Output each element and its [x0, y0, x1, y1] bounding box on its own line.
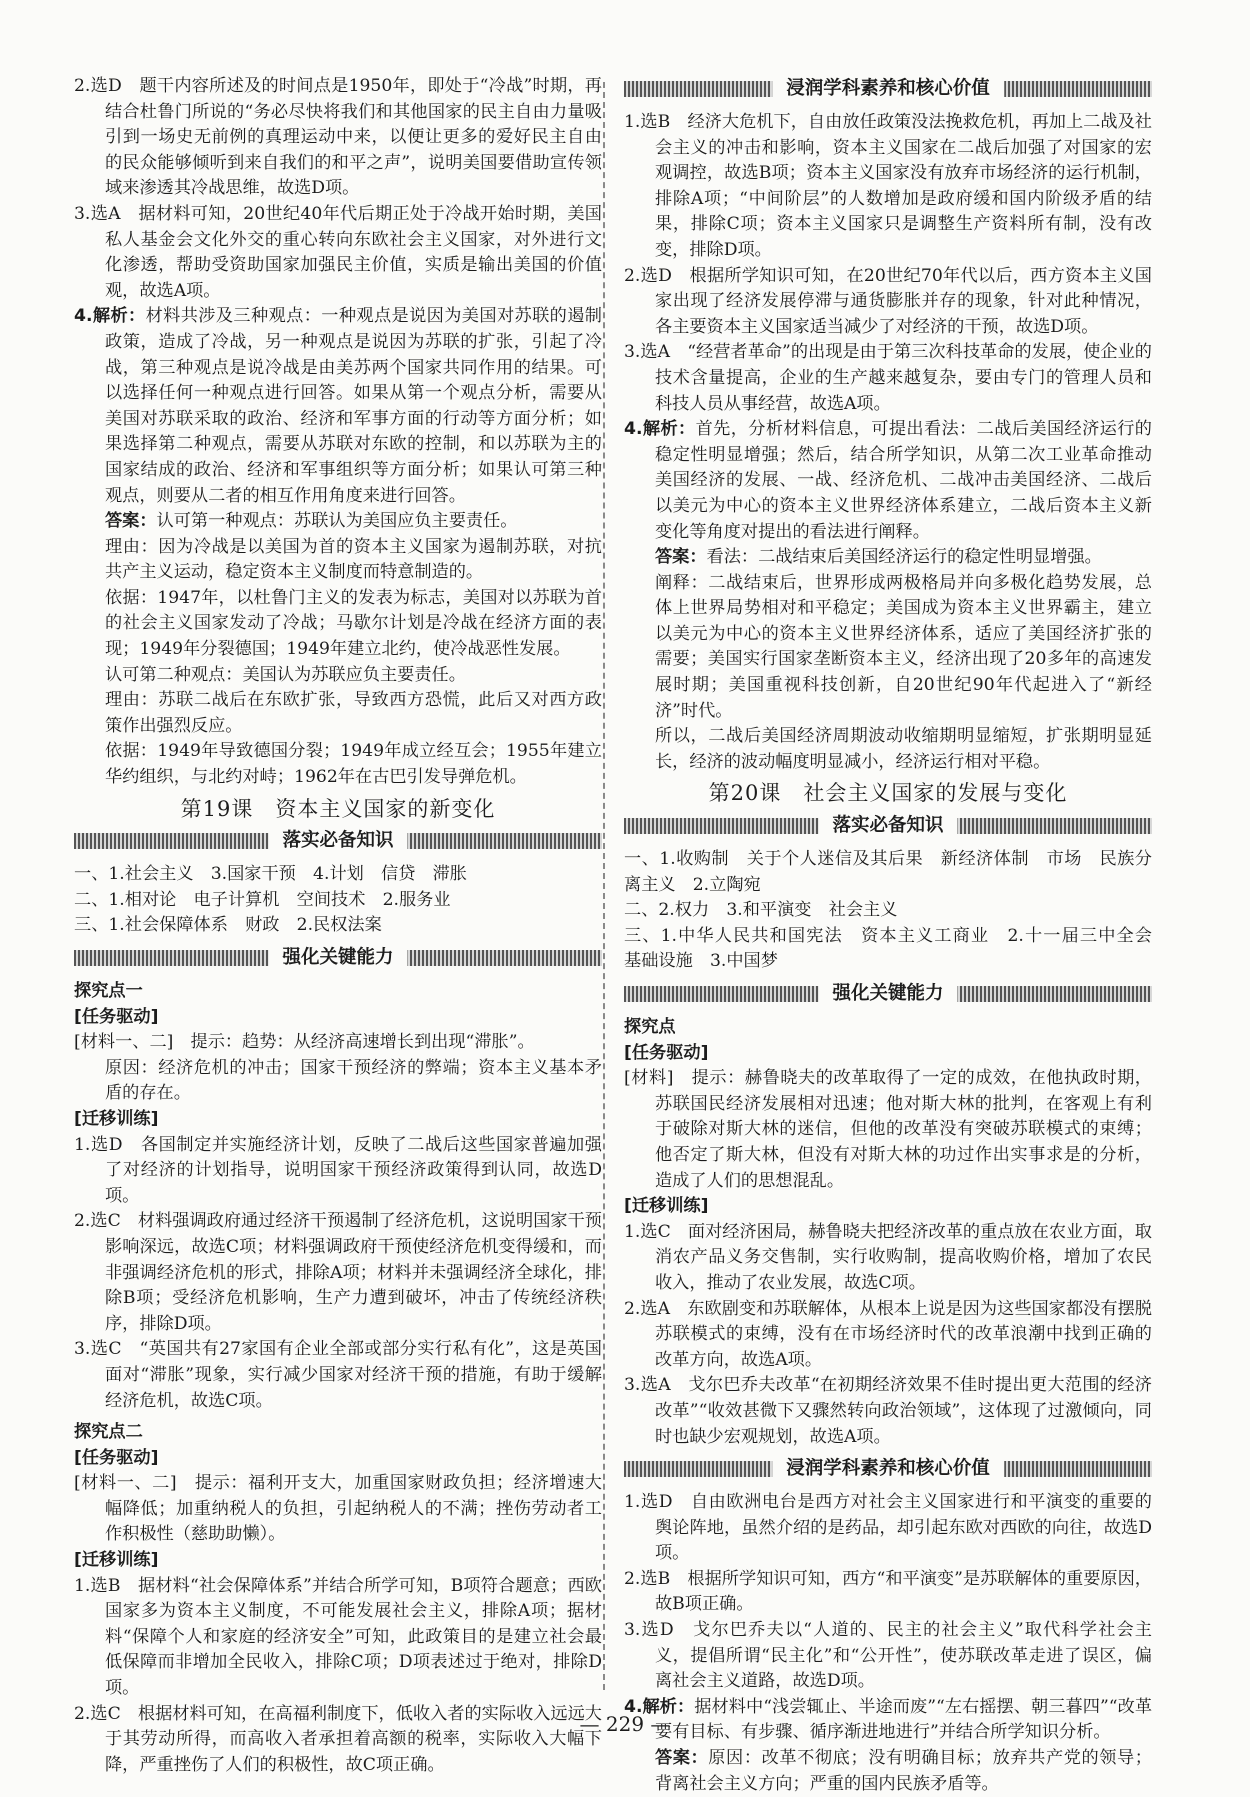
- banner-label: 浸润学科素养和核心价值: [772, 1454, 1004, 1484]
- section-banner-knowledge: [74, 826, 602, 856]
- values-q1: 1.选B 经济大危机下，自由放任政策没法挽救危机，再加上二战及社会主义的冲击和影响，资本主义国家在二战后加强了对国家的宏观调控，故选B项；资本主义国家没有放弃市场经济的运行机制，排除A项；“中间阶层”的人数增加是政府缓和国内阶级矛盾的结果，排除C项；资本主义国家只是调整生产资料所有制，没有改变，排除D项。: [624, 112, 1152, 260]
- transfer-training-label: [迁移训练]: [74, 1550, 159, 1571]
- task-drive-reason: 原因：经济危机的冲击；国家干预经济的弊端；资本主义基本矛盾的存在。: [104, 1057, 602, 1104]
- answer-4-answer: [74, 509, 602, 535]
- values2-q3: 3.选D 戈尔巴乔夫以“人道的、民主的社会主义”取代科学社会主义，提倡所谓“民主化”和“公开性”，使苏联改革走进了误区，偏离社会主义道路，故选D项。: [624, 1620, 1152, 1692]
- banner-label: 落实必备知识: [818, 811, 957, 841]
- knowledge-line-1: 一、1.社会主义 3.国家干预 4.计划 信贷 滞胀: [74, 864, 467, 885]
- values2-q4-answer: [624, 1746, 1152, 1797]
- answer-text: 看法：二战结束后美国经济运行的稳定性明显增强。: [706, 547, 1102, 568]
- transfer-q2-b: 2.选C 根据材料可知，在高福利制度下，低收入者的实际收入远远大于其劳动所得，而高收入者承担着高额的税率，实际收入大幅下降，严重挫伤了人们的积极性，故C项正确。: [74, 1703, 602, 1775]
- task-drive-hint: [材料] 提示：赫鲁晓夫的改革取得了一定的成效，在他执政时期，苏联国民经济发展相对迅速；他对斯大林的批判，在客观上有利于破除对斯大林的迷信，但他的改革没有突破苏联模式的束缚；他否定了斯大林，但没有对斯大林的功过作出实事求是的分析，造成了人们的思想混乱。: [624, 1068, 1152, 1191]
- section-banner-ability: [624, 979, 1152, 1009]
- answer-4-analysis: [74, 304, 602, 509]
- banner-label: 浸润学科素养和核心价值: [772, 74, 1004, 104]
- banner-label: 落实必备知识: [268, 826, 407, 856]
- answer-label: 答案：: [104, 511, 157, 532]
- transfer-training-label: [迁移训练]: [624, 1196, 709, 1217]
- explore-point-2: 探究点二: [74, 1422, 143, 1443]
- section-banner-knowledge: [624, 811, 1152, 841]
- knowledge-line-1: 一、1.收购制 关于个人迷信及其后果 新经济体制 市场 民族分离主义 2.立陶宛: [624, 849, 1152, 895]
- explore-point: 探究点: [624, 1017, 676, 1037]
- transfer-q1: 1.选D 各国制定并实施经济计划，反映了二战后这些国家普遍加强了对经济的计划指导，说明国家干预经济政策得到认同，故选D项。: [74, 1134, 602, 1206]
- section-banner-values-2: [624, 1454, 1152, 1484]
- analysis-text: 材料共涉及三种观点：一种观点是说因为美国对苏联的遏制政策，造成了冷战，另一种观点是说因为苏联的扩张，引起了冷战，第三种观点是说冷战是由美苏两个国家共同作用的结果。可以选择任何一种观点进行回答。如果从第一个观点分析，需要从美国对苏联采取的政治、经济和军事方面的行动等方面分析；如果选择第二种观点，需要从苏联对东欧的控制，和以苏联为主的国家结成的政治、经济和军事组织等方面分析；如果认可第三种观点，则要从二者的相互作用角度来进行回答。: [104, 306, 602, 506]
- lesson-20-title: 第20课 社会主义国家的发展与变化: [708, 781, 1068, 806]
- transfer-q2: 2.选C 材料强调政府通过经济干预遏制了经济危机，这说明国家干预影响深远，故选C项；材料强调政府干预使经济危机变得缓和，而非强调经济危机的形式，排除A项；材料并未强调经济全球化，排除B项；受经济危机影响，生产力遭到破坏，冲击了传统经济秩序，排除D项。: [74, 1211, 602, 1334]
- explore-point-1: 探究点一: [74, 981, 143, 1001]
- left-column: [74, 74, 602, 1778]
- answer-label: 答案：: [654, 1748, 709, 1769]
- answer-text: 原因：改革不彻底；没有明确目标；放弃共产党的领导；背离社会主义方向；严重的国内民族矛盾等。: [654, 1748, 1152, 1794]
- values-q3: 3.选A “经营者革命”的出现是由于第三次科技革命的发展，使企业的技术含量提高，企业的生产越来越复杂，要由专门的管理人员和科技人员从事经营，故选A项。: [624, 342, 1152, 414]
- answer-4-view-2: 认可第二种观点：美国认为苏联应负主要责任。: [104, 664, 466, 685]
- answer-3: 3.选A 据材料可知，20世纪40年代后期正处于冷战开始时期，美国私人基金会文化外交的重心转向东欧社会主义国家，对外进行文化渗透，帮助受资助国家加强民主价值，实质是输出美国的价值观，故选A项。: [74, 203, 602, 301]
- task-drive-label: [任务驱动]: [624, 1042, 709, 1063]
- task-drive-label: [任务驱动]: [74, 1006, 159, 1027]
- answer-label: 答案：: [654, 547, 707, 568]
- knowledge-line-2: 二、1.相对论 电子计算机 空间技术 2.服务业: [74, 889, 451, 910]
- transfer-q3: 3.选A 戈尔巴乔夫改革“在初期经济效果不佳时提出更大范围的经济改革”“收效甚微下又骤然转向政治领域”，这体现了过激倾向，同时也缺少宏观规划，故选A项。: [624, 1375, 1152, 1447]
- answer-text: 认可第一种观点：苏联认为美国应负主要责任。: [156, 511, 518, 532]
- values2-q2: 2.选B 根据所学知识可知，西方“和平演变”是苏联解体的重要原因，故B项正确。: [624, 1568, 1152, 1615]
- answer-4-basis-2: 依据：1949年导致德国分裂；1949年成立经互会；1955年建立华约组织，与北约对峙；1962年在古巴引发导弹危机。: [104, 741, 602, 788]
- lesson-19-title: 第19课 资本主义国家的新变化: [180, 796, 496, 821]
- values-q2: 2.选D 根据所学知识可知，在20世纪70年代以后，西方资本主义国家出现了经济发展停滞与通货膨胀并存的现象，针对此种情况，各主要资本主义国家适当减少了对经济的干预，故选D项。: [624, 265, 1152, 337]
- analysis-label: 4.解析：: [74, 306, 146, 327]
- transfer-q1-b: 1.选B 据材料“社会保障体系”并结合所学可知，B项符合题意；西欧国家多为资本主义制度，不可能发展社会主义，排除A项；据材料“保障个人和家庭的经济安全”可知，此政策目的是建立社会最低保障而非增加全民收入，排除C项；D项表述过于绝对，排除D项。: [74, 1575, 602, 1699]
- transfer-training-label: [迁移训练]: [74, 1108, 159, 1129]
- analysis-label: 4.解析：: [624, 419, 696, 440]
- section-banner-values: [624, 74, 1152, 104]
- answer-4-reason-1: 理由：因为冷战是以美国为首的资本主义国家为遏制苏联，对抗共产主义运动，稳定资本主义制度而特意制造的。: [104, 536, 602, 583]
- right-column: [624, 74, 1170, 1797]
- page-number: — 229 —: [579, 1712, 671, 1736]
- column-divider: [603, 82, 605, 1690]
- knowledge-line-3: 三、1.社会保障体系 财政 2.民权法案: [74, 915, 382, 936]
- knowledge-line-3: 三、1.中华人民共和国宪法 资本主义工商业 2.十一届三中全会 基础设施 3.中国梦: [624, 925, 1170, 972]
- values-q4-analysis: [624, 417, 1152, 545]
- analysis-text: 首先，分析材料信息，可提出看法：二战后美国经济运行的稳定性明显增强；然后，结合所学知识，从第二次工业革命推动美国经济的发展、一战、经济危机、二战冲击美国经济、二战后以美元为中心的资本主义世界经济体系建立，二战后资本主义新变化等角度对提出的看法进行阐释。: [654, 419, 1152, 542]
- values-q4-explain: 阐释：二战结束后，世界形成两极格局并向多极化趋势发展，总体上世界局势相对和平稳定；美国成为资本主义世界霸主，建立以美元为中心的资本主义世界经济体系，适应了美国经济扩张的需要；美国实行国家垄断资本主义，经济出现了20多年的高速发展时期；美国重视科技创新，自20世纪90年代起进入了“新经济”时代。: [654, 572, 1152, 721]
- analysis-label: 4.解析：: [624, 1696, 695, 1717]
- task-drive-label: [任务驱动]: [74, 1447, 159, 1468]
- answer-2: 2.选D 题干内容所述及的时间点是1950年，即处于“冷战”时期，再结合杜鲁门所说的“务必尽快将我们和其他国家的民主自由力量吸引到一场史无前例的真理运动中来，以便让更多的爱好民主自由的民众能够倾听到来自我们的和平之声”，说明美国要借助宣传领域来渗透其冷战思维，故选D项。: [74, 76, 602, 199]
- section-banner-ability: [74, 943, 602, 973]
- answer-4-basis-1: 依据：1947年，以杜鲁门主义的发表为标志，美国对以苏联为首的社会主义国家发动了冷战；马歇尔计划是冷战在经济方面的表现；1949年分裂德国；1949年建立北约，使冷战恶性发展。: [104, 587, 602, 660]
- values-q4-conclusion: 所以，二战后美国经济周期波动收缩期明显缩短，扩张期明显延长，经济的波动幅度明显减小，经济运行相对平稳。: [654, 726, 1152, 772]
- analysis-text: 据材料中“浅尝辄止、半途而废”“左右摇摆、朝三暮四”“改革要有目标、有步骤、循序渐进地进行”并结合所学知识分析。: [654, 1696, 1153, 1743]
- transfer-q1: 1.选C 面对经济困局，赫鲁晓夫把经济改革的重点放在农业方面，取消农产品义务交售制，实行收购制，提高收购价格，增加了农民收入，推动了农业发展，故选C项。: [624, 1221, 1152, 1293]
- banner-label: 强化关键能力: [268, 943, 407, 973]
- answer-4-reason-2: 理由：苏联二战后在东欧扩张，导致西方恐慌，此后又对西方政策作出强烈反应。: [104, 690, 602, 736]
- knowledge-line-2: 二、2.权力 3.和平演变 社会主义: [624, 900, 898, 921]
- task-drive-hint-2: [材料一、二] 提示：福利开支大，加重国家财政负担；经济增速大幅降低；加重纳税人的负担，引起纳税人的不满；挫伤劳动者工作积极性（慈助助懒）。: [74, 1473, 602, 1545]
- task-drive-hint: [材料一、二] 提示：趋势：从经济高速增长到出现“滞胀”。: [74, 1032, 535, 1053]
- transfer-q2: 2.选A 东欧剧变和苏联解体，从根本上说是因为这些国家都没有摆脱苏联模式的束缚，没有在市场经济时代的改革浪潮中找到正确的改革方向，故选A项。: [624, 1298, 1152, 1370]
- banner-label: 强化关键能力: [818, 979, 957, 1009]
- values2-q1: 1.选D 自由欧洲电台是西方对社会主义国家进行和平演变的重要的舆论阵地，虽然介绍的是药品，却引起东欧对西欧的向往，故选D项。: [624, 1492, 1152, 1564]
- transfer-q3: 3.选C “英国共有27家国有企业全部或部分实行私有化”，这是英国面对“滞胀”现象，实行减少国家对经济干预的措施，有助于缓解经济危机，故选C项。: [74, 1339, 602, 1411]
- values-q4-answer: [624, 545, 1152, 571]
